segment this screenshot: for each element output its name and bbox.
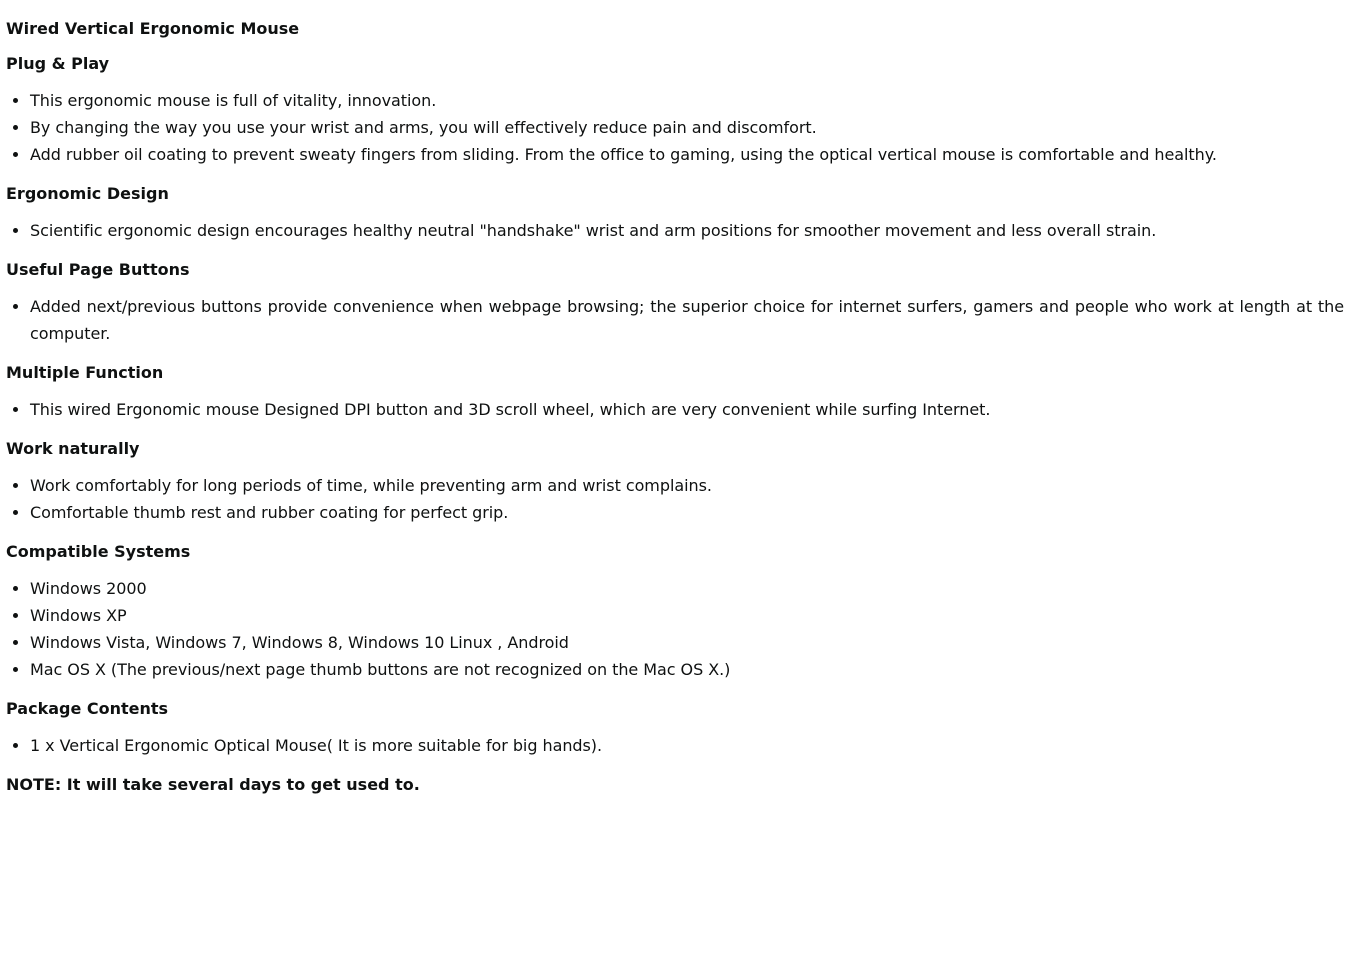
list-item: • This ergonomic mouse is full of vitality, innovation. — [30, 87, 1344, 114]
list-item: • Scientific ergonomic design encourages healthy neutral "handshake" wrist and arm positions for smoother movement and less overall strain. — [30, 217, 1344, 244]
list-item: • Comfortable thumb rest and rubber coating for perfect grip. — [30, 499, 1344, 526]
section-heading: Multiple Function — [6, 363, 164, 382]
section-heading: Work naturally — [6, 439, 140, 458]
list-item: • Add rubber oil coating to prevent sweaty fingers from sliding. From the office to gaming, using the optical vertical mouse is comfortable and healthy. — [30, 141, 1344, 168]
list-item: • This wired Ergonomic mouse Designed DPI button and 3D scroll wheel, which are very convenient while surfing Internet. — [30, 396, 1344, 423]
bullet-list — [6, 293, 1344, 347]
bullet-list — [6, 472, 1344, 526]
section — [6, 182, 1344, 244]
bullet-list — [6, 217, 1344, 244]
list-item: • 1 x Vertical Ergonomic Optical Mouse( It is more suitable for big hands). — [30, 732, 1344, 759]
bullet-list — [6, 732, 1344, 759]
list-item: • Mac OS X (The previous/next page thumb buttons are not recognized on the Mac OS X.) — [30, 656, 1344, 683]
section-heading: Compatible Systems — [6, 542, 191, 561]
list-item: • Windows XP — [30, 602, 1344, 629]
bullet-list — [6, 87, 1344, 168]
description-sections — [6, 52, 1344, 759]
list-item: • Work comfortably for long periods of time, while preventing arm and wrist complains. — [30, 472, 1344, 499]
section — [6, 697, 1344, 759]
bullet-list — [6, 575, 1344, 683]
section — [6, 258, 1344, 347]
usage-note: NOTE: It will take several days to get used to. — [6, 775, 420, 794]
section-heading: Ergonomic Design — [6, 184, 169, 203]
list-item: • Added next/previous buttons provide convenience when webpage browsing; the superior choice for internet surfers, gamers and people who work at length at the computer. — [30, 293, 1344, 347]
section — [6, 52, 1344, 168]
section — [6, 540, 1344, 683]
list-item: • Windows Vista, Windows 7, Windows 8, Windows 10 Linux , Android — [30, 629, 1344, 656]
product-title: Wired Vertical Ergonomic Mouse — [6, 19, 300, 38]
section-heading: Package Contents — [6, 699, 169, 718]
section — [6, 437, 1344, 526]
list-item: • By changing the way you use your wrist and arms, you will effectively reduce pain and discomfort. — [30, 114, 1344, 141]
section — [6, 361, 1344, 423]
bullet-list — [6, 396, 1344, 423]
section-heading: Useful Page Buttons — [6, 260, 190, 279]
section-heading: Plug & Play — [6, 54, 110, 73]
list-item: • Windows 2000 — [30, 575, 1344, 602]
